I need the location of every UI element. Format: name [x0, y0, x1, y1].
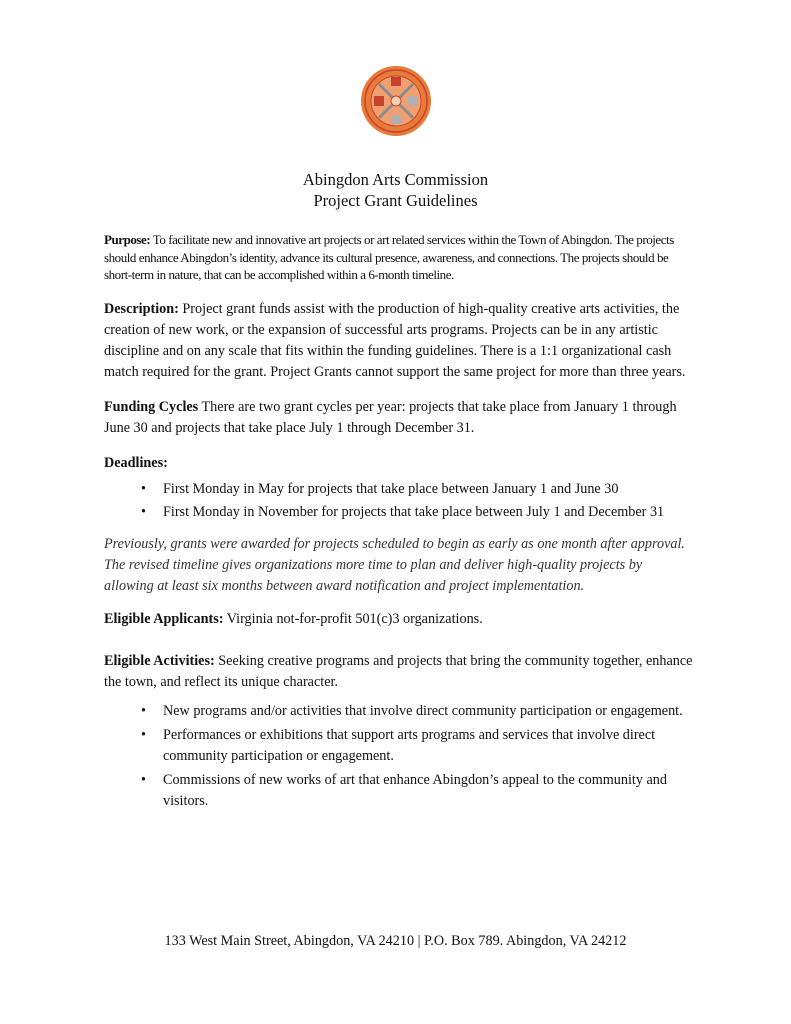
purpose-label: Purpose:	[104, 232, 151, 247]
document-title	[0, 169, 791, 211]
purpose-paragraph	[104, 231, 694, 284]
deadlines-list	[104, 479, 694, 523]
bullet-icon: •	[141, 480, 146, 497]
bullet-icon: •	[141, 726, 146, 743]
bullet-icon: •	[141, 503, 146, 520]
activities-text: Seeking creative programs and projects that bring the community together, enhance the town, and reflect its unique character.	[104, 652, 693, 690]
bullet-icon: •	[141, 702, 146, 719]
list-item: • Commissions of new works of art that enhance Abingdon’s appeal to the community and visitors.	[141, 771, 667, 809]
list-item: • Performances or exhibitions that support arts programs and services that involve direct community participation or engagement.	[141, 726, 656, 764]
funding-paragraph	[104, 397, 694, 439]
bullet-icon: •	[141, 771, 146, 788]
funding-text: There are two grant cycles per year: projects that take place from January 1 through June 30 and projects that take place July 1 through December 31.	[104, 398, 677, 436]
deadlines-heading: Deadlines:	[104, 454, 168, 471]
purpose-text: To facilitate new and innovative art projects or art related services within the Town of Abingdon. The projects should enhance Abingdon’s identity, advance its cultural presence, awareness, and connections. The projects should be short-term in nature, that can be accomplished within a 6-month timeline.	[104, 232, 674, 282]
list-item: • New programs and/or activities that involve direct community participation or engagement.	[104, 701, 694, 722]
applicants-text: Virginia not-for-profit 501(c)3 organizations.	[223, 610, 483, 627]
list-item: • First Monday in November for projects that take place between July 1 and December 31	[104, 502, 694, 523]
applicants-label: Eligible Applicants:	[104, 610, 224, 627]
page-footer-address: 133 West Main Street, Abingdon, VA 24210 | P.O. Box 789. Abingdon, VA 24212	[164, 933, 627, 949]
description-paragraph	[104, 299, 694, 383]
title-line-org: Abingdon Arts Commission	[302, 170, 489, 189]
town-seal-logo	[360, 65, 432, 137]
description-label: Description:	[104, 300, 179, 317]
description-text: Project grant funds assist with the production of high-quality creative arts activities, the creation of new work, or the expansion of successful arts programs. Projects can be in any artistic discipline and on any scale that fits within the funding guidelines. There is a 1:1 organizational cash match required for the grant. Project Grants cannot support the same project for more than three years.	[104, 300, 686, 380]
funding-label: Funding Cycles	[104, 398, 199, 415]
applicants-paragraph	[104, 609, 694, 630]
activities-label: Eligible Activities:	[104, 652, 215, 669]
activities-list	[104, 701, 694, 812]
title-line-doc: Project Grant Guidelines	[313, 191, 478, 210]
timeline-note: Previously, grants were awarded for projects scheduled to begin as early as one month after approval. The revised timeline gives organizations more time to plan and deliver high-quality projects by allowing at least six months between award notification and project implementation.	[104, 535, 685, 594]
document-body	[104, 231, 694, 815]
list-item: • First Monday in May for projects that take place between January 1 and June 30	[104, 479, 694, 500]
activities-paragraph	[104, 651, 694, 693]
